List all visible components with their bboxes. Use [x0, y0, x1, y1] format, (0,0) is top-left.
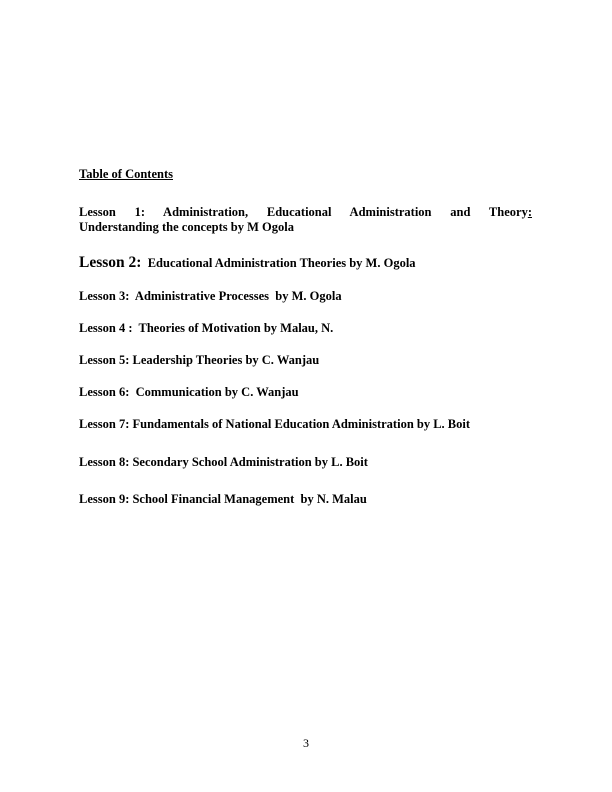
- toc-entry-lesson-6: Lesson 6: Communication by C. Wanjau: [79, 385, 299, 399]
- toc-entry-lesson-4: Lesson 4 : Theories of Motivation by Malau, N.: [79, 321, 334, 335]
- toc-entry-lesson-7: Lesson 7: Fundamentals of National Education Administration by L. Boit: [79, 417, 471, 431]
- toc-entry-lesson-1-line-2: Understanding the concepts by M Ogola: [79, 220, 294, 234]
- toc-entry-lesson-2-title: Educational Administration Theories by M. Ogola: [147, 256, 416, 270]
- page-number: 3: [303, 736, 309, 750]
- toc-entry-lesson-1-colon: :: [527, 205, 532, 219]
- toc-entry-lesson-1-title: Lesson 1: Administration, Educational Administration and Theory: [79, 205, 528, 219]
- toc-entry-lesson-1: [79, 205, 532, 235]
- table-of-contents-heading: Table of Contents: [79, 167, 173, 181]
- toc-entry-lesson-2-prefix: Lesson 2:: [79, 254, 142, 271]
- toc-entry-lesson-2: [79, 255, 416, 271]
- toc-entry-lesson-1-line-1: [79, 205, 532, 220]
- toc-entry-lesson-9: Lesson 9: School Financial Management by N. Malau: [79, 492, 367, 506]
- toc-entry-lesson-5: Lesson 5: Leadership Theories by C. Wanjau: [79, 353, 320, 367]
- toc-entry-lesson-3: Lesson 3: Administrative Processes by M. Ogola: [79, 289, 342, 303]
- toc-entry-lesson-8: Lesson 8: Secondary School Administration by L. Boit: [79, 455, 368, 469]
